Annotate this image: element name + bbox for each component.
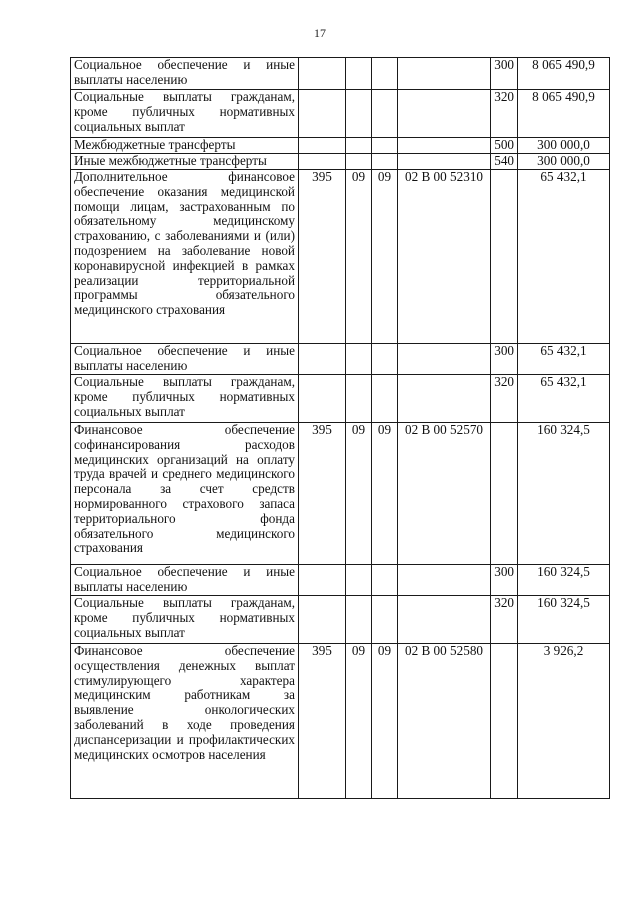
subsection-code [372,565,398,596]
section-code: 09 [346,423,372,565]
table-row [71,596,610,644]
grbs-code [299,565,346,596]
amount: 160 324,5 [518,565,610,596]
table-row [71,375,610,423]
amount: 300 000,0 [518,138,610,154]
section-code [346,90,372,138]
section-code [346,138,372,154]
grbs-code: 395 [299,423,346,565]
budget-table-body [71,58,610,799]
item-name: Финансовое обеспечение софинансирования расходов медицинских организаций на оплату труда врачей и среднего медицинского персонала за счет средств нормированного страхового запаса территориального фонда обязательного медицинского страхования [71,423,299,565]
budget-table [70,57,610,799]
expense-type-code: 300 [491,344,518,375]
expense-type-code: 500 [491,138,518,154]
subsection-code: 09 [372,423,398,565]
target-article-code [398,596,491,644]
expense-type-code: 300 [491,58,518,90]
grbs-code: 395 [299,170,346,344]
subsection-code [372,138,398,154]
amount: 160 324,5 [518,423,610,565]
expense-type-code: 300 [491,565,518,596]
table-row [71,423,610,565]
target-article-code [398,138,491,154]
section-code [346,375,372,423]
target-article-code [398,90,491,138]
table-row [71,565,610,596]
item-name: Дополнительное финансовое обеспечение оказания медицинской помощи лицам, застрахованным по обязательному медицинскому страхованию, с заболеваниями и (или) подозрением на заболевание новой коронавирусной инфекцией в рамках реализации территориальной программы обязательного медицинского страхования [71,170,299,344]
section-code [346,58,372,90]
grbs-code [299,58,346,90]
expense-type-code: 320 [491,596,518,644]
amount: 8 065 490,9 [518,90,610,138]
amount: 65 432,1 [518,170,610,344]
amount: 160 324,5 [518,596,610,644]
item-name: Социальные выплаты гражданам, кроме публичных нормативных социальных выплат [71,596,299,644]
amount: 65 432,1 [518,375,610,423]
item-name: Финансовое обеспечение осуществления денежных выплат стимулирующего характера медицинским работникам за выявление онкологических заболеваний в ходе проведения диспансеризации и профилактических медицинских осмотров населения [71,644,299,799]
target-article-code: 02 В 00 52310 [398,170,491,344]
section-code [346,344,372,375]
table-row [71,90,610,138]
item-name: Межбюджетные трансферты [71,138,299,154]
amount: 3 926,2 [518,644,610,799]
table-row [71,138,610,154]
subsection-code [372,596,398,644]
item-name: Социальное обеспечение и иные выплаты населению [71,344,299,375]
expense-type-code [491,423,518,565]
amount: 65 432,1 [518,344,610,375]
subsection-code [372,375,398,423]
grbs-code [299,154,346,170]
grbs-code [299,90,346,138]
target-article-code [398,58,491,90]
expense-type-code [491,170,518,344]
section-code [346,565,372,596]
subsection-code [372,90,398,138]
grbs-code [299,596,346,644]
table-row [71,58,610,90]
expense-type-code [491,644,518,799]
amount: 300 000,0 [518,154,610,170]
grbs-code [299,138,346,154]
grbs-code [299,375,346,423]
table-row [71,170,610,344]
grbs-code [299,344,346,375]
expense-type-code: 320 [491,375,518,423]
subsection-code [372,344,398,375]
expense-type-code: 540 [491,154,518,170]
target-article-code [398,375,491,423]
item-name: Социальное обеспечение и иные выплаты населению [71,58,299,90]
target-article-code [398,154,491,170]
item-name: Иные межбюджетные трансферты [71,154,299,170]
section-code: 09 [346,644,372,799]
amount: 8 065 490,9 [518,58,610,90]
item-name: Социальное обеспечение и иные выплаты населению [71,565,299,596]
item-name: Социальные выплаты гражданам, кроме публичных нормативных социальных выплат [71,375,299,423]
target-article-code [398,344,491,375]
subsection-code: 09 [372,644,398,799]
subsection-code [372,58,398,90]
table-row [71,644,610,799]
section-code [346,154,372,170]
table-row [71,344,610,375]
target-article-code [398,565,491,596]
target-article-code: 02 В 00 52570 [398,423,491,565]
grbs-code: 395 [299,644,346,799]
expense-type-code: 320 [491,90,518,138]
section-code [346,596,372,644]
table-row [71,154,610,170]
page-number: 17 [314,26,326,40]
item-name: Социальные выплаты гражданам, кроме публичных нормативных социальных выплат [71,90,299,138]
target-article-code: 02 В 00 52580 [398,644,491,799]
subsection-code: 09 [372,170,398,344]
section-code: 09 [346,170,372,344]
subsection-code [372,154,398,170]
